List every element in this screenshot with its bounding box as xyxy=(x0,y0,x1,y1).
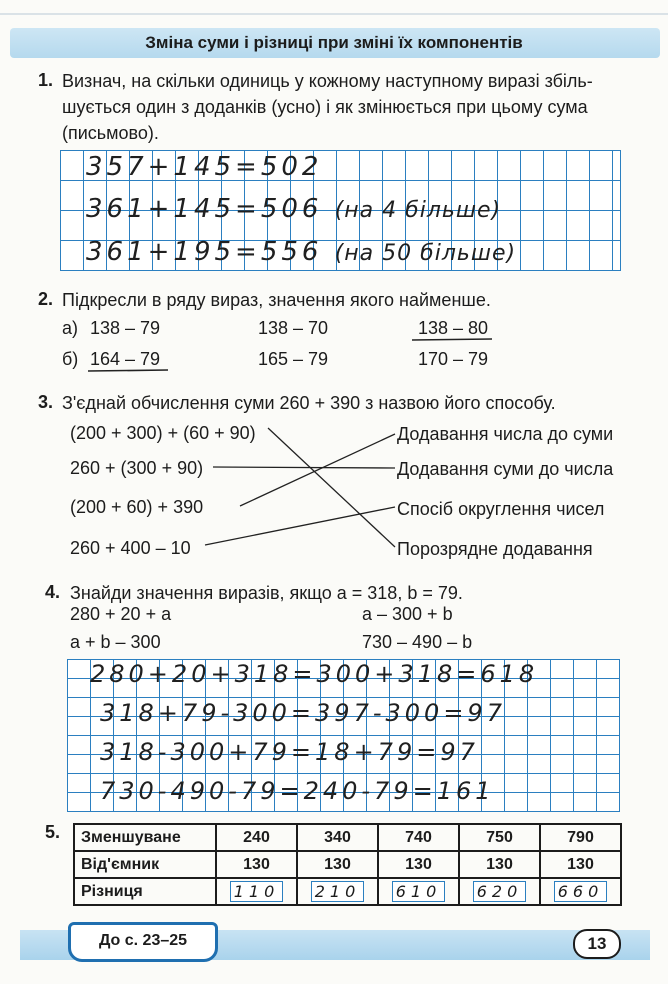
task3-right-3: Спосіб округлення чисел xyxy=(397,499,605,519)
task1-text-line3: (письмово). xyxy=(62,123,159,143)
task3-left-3: (200 + 60) + 390 xyxy=(70,497,204,517)
task5-minuend-2: 340 xyxy=(297,824,378,851)
task2-text: Підкресли в ряду вираз, значення якого найменше. xyxy=(62,290,491,310)
page-reference: До с. 23–25 xyxy=(98,932,188,949)
task1-number: 1. xyxy=(38,70,54,90)
task2-row-b-item2: 165 – 79 xyxy=(258,349,329,369)
task2-row-a-item2: 138 – 70 xyxy=(258,318,329,338)
task3-right-1: Додавання числа до суми xyxy=(397,424,614,444)
task1-line2-note: (на 4 більше) xyxy=(334,198,502,223)
task4-line3: 318-300+79=18+79=97 xyxy=(100,738,479,766)
task3-right-2: Додавання суми до числа xyxy=(397,459,614,479)
task4-expr-2: a – 300 + b xyxy=(362,604,453,624)
task4-text: Знайди значення виразів, якщо a = 318, b = 79. xyxy=(70,583,463,603)
task5-subtrahend-5: 130 xyxy=(540,851,621,878)
task3-text: З'єднай обчислення суми 260 + 390 з назвою його способу. xyxy=(62,393,556,413)
underline-row-b xyxy=(88,370,168,371)
page-number: 13 xyxy=(573,929,621,959)
task3-left-1: (200 + 300) + (60 + 90) xyxy=(70,423,256,443)
task1-line3-note: (на 50 більше) xyxy=(334,241,517,266)
task4-number: 4. xyxy=(45,582,61,602)
task3-left-2: 260 + (300 + 90) xyxy=(70,458,204,478)
task5-difference-4: 620 xyxy=(473,881,527,902)
task2-number: 2. xyxy=(38,289,54,309)
task5-subtrahend-3: 130 xyxy=(378,851,459,878)
task3-number: 3. xyxy=(38,392,54,412)
task2-row-a-item3: 138 – 80 xyxy=(418,318,489,338)
task5-minuend-1: 240 xyxy=(216,824,297,851)
task5-difference-5: 660 xyxy=(554,881,608,902)
task5-difference-1: 110 xyxy=(230,881,284,902)
task5-minuend-4: 750 xyxy=(459,824,540,851)
task5-subtrahend-head: Від'ємник xyxy=(74,851,216,878)
task2-row-a-item1: 138 – 79 xyxy=(90,318,161,338)
task3-left-4: 260 + 400 – 10 xyxy=(70,538,191,558)
task4-expr-3: a + b – 300 xyxy=(70,632,161,652)
task2-row-b-item1: 164 – 79 xyxy=(90,349,161,369)
task5-difference-2: 210 xyxy=(311,881,365,902)
underline-row-a xyxy=(412,339,492,340)
connector-4 xyxy=(205,507,395,545)
page-title: Зміна суми і різниці при зміні їх компонентів xyxy=(145,33,523,52)
task5-subtrahend-1: 130 xyxy=(216,851,297,878)
task2-row-b-label: б) xyxy=(62,349,79,369)
task1-text-line2: шується один з доданків (усно) і як змінюється при цьому сума xyxy=(62,97,588,117)
task5-minuend-5: 790 xyxy=(540,824,621,851)
task4-expr-1: 280 + 20 + a xyxy=(70,604,172,624)
task2-row-a-label: а) xyxy=(62,318,79,338)
task3-right-4: Порозрядне додавання xyxy=(397,539,593,559)
task1-line1-expr: 357+145=502 xyxy=(86,152,323,182)
task4-line2: 318+79-300=397-300=97 xyxy=(100,699,506,727)
task5-difference-3: 610 xyxy=(392,881,446,902)
task1-line3-expr: 361+195=556 xyxy=(86,237,323,267)
task5-minuend-3: 740 xyxy=(378,824,459,851)
task5-difference-head: Різниця xyxy=(74,878,216,905)
task4-expr-4: 730 – 490 – b xyxy=(362,632,473,652)
task2-row-b-item3: 170 – 79 xyxy=(418,349,489,369)
task5-number: 5. xyxy=(45,822,61,842)
task1-line2-expr: 361+145=506 xyxy=(86,194,323,224)
connector-3 xyxy=(240,434,395,506)
connector-2 xyxy=(213,467,395,468)
task4-line4: 730-490-79=240-79=161 xyxy=(100,777,495,805)
task5-subtrahend-2: 130 xyxy=(297,851,378,878)
task4-line1: 280+20+318=300+318=618 xyxy=(90,660,539,688)
task1-text-line1: Визнач, на скільки одиниць у кожному наступному виразі збіль- xyxy=(62,71,593,91)
task5-subtrahend-4: 130 xyxy=(459,851,540,878)
task5-minuend-head: Зменшуване xyxy=(74,824,216,851)
